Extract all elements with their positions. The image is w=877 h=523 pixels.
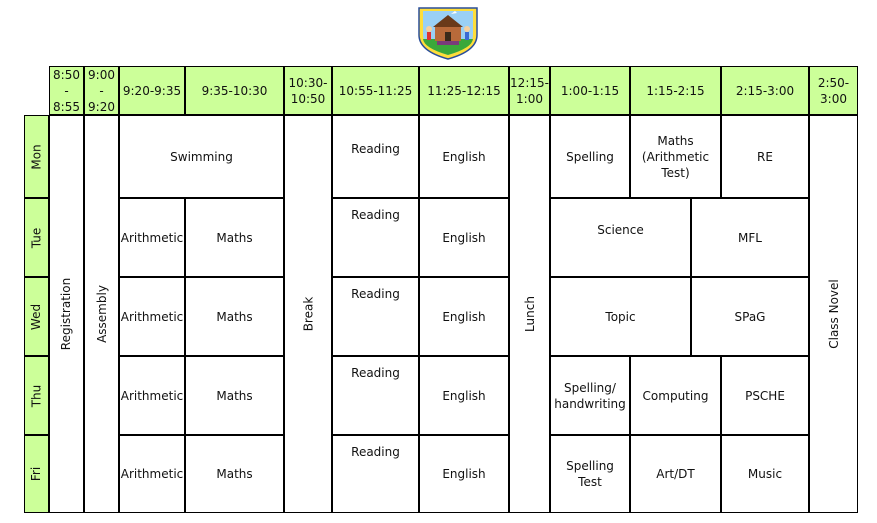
fri-music: Music xyxy=(721,435,809,513)
wed-topic: Topic xyxy=(550,277,691,356)
mon-spelling: Spelling xyxy=(550,115,630,198)
fri-reading: Reading xyxy=(332,435,419,513)
registration-cell: Registration xyxy=(49,115,84,513)
thu-maths: Maths xyxy=(185,356,284,435)
time-header: 1:15-2:15 xyxy=(630,66,721,115)
time-header: 9:20-9:35 xyxy=(119,66,185,115)
time-header: 1:00-1:15 xyxy=(550,66,630,115)
thu-arithmetic: Arithmetic xyxy=(119,356,185,435)
tue-english: English xyxy=(419,198,509,277)
assembly-cell: Assembly xyxy=(84,115,119,513)
fri-maths: Maths xyxy=(185,435,284,513)
tue-reading: Reading xyxy=(332,198,419,277)
time-header: 12:15-1:00 xyxy=(509,66,550,115)
school-crest-logo xyxy=(415,5,481,61)
thu-english: English xyxy=(419,356,509,435)
thu-psche: PSCHE xyxy=(721,356,809,435)
mon-english: English xyxy=(419,115,509,198)
tue-maths: Maths xyxy=(185,198,284,277)
wed-arithmetic: Arithmetic xyxy=(119,277,185,356)
time-header: 11:25-12:15 xyxy=(419,66,509,115)
fri-arithmetic: Arithmetic xyxy=(119,435,185,513)
break-cell: Break xyxy=(284,115,332,513)
time-header: 2:15-3:00 xyxy=(721,66,809,115)
time-header: 8:50 - 8:55 xyxy=(49,66,84,115)
time-header: 10:55-11:25 xyxy=(332,66,419,115)
day-label-mon: Mon xyxy=(24,115,49,198)
tue-arithmetic: Arithmetic xyxy=(119,198,185,277)
wed-maths: Maths xyxy=(185,277,284,356)
wed-spag: SPaG xyxy=(691,277,809,356)
day-label-wed: Wed xyxy=(24,277,49,356)
mon-reading: Reading xyxy=(332,115,419,198)
day-label-thu: Thu xyxy=(24,356,49,435)
class-novel-cell: Class Novel xyxy=(809,115,858,513)
time-header: 9:35-10:30 xyxy=(185,66,284,115)
day-label-tue: Tue xyxy=(24,198,49,277)
wed-english: English xyxy=(419,277,509,356)
fri-english: English xyxy=(419,435,509,513)
mon-swimming: Swimming xyxy=(119,115,284,198)
mon-maths: Maths (Arithmetic Test) xyxy=(630,115,721,198)
fri-art-dt: Art/DT xyxy=(630,435,721,513)
tue-science: Science xyxy=(550,198,691,277)
fri-spelling-test: Spelling Test xyxy=(550,435,630,513)
time-header: 9:00 - 9:20 xyxy=(84,66,119,115)
wed-reading: Reading xyxy=(332,277,419,356)
thu-reading: Reading xyxy=(332,356,419,435)
day-label-fri: Fri xyxy=(24,435,49,513)
time-header: 2:50-3:00 xyxy=(809,66,858,115)
thu-computing: Computing xyxy=(630,356,721,435)
lunch-cell: Lunch xyxy=(509,115,550,513)
time-header: 10:30-10:50 xyxy=(284,66,332,115)
mon-re: RE xyxy=(721,115,809,198)
thu-spelling-handwriting: Spelling/ handwriting xyxy=(550,356,630,435)
tue-mfl: MFL xyxy=(691,198,809,277)
